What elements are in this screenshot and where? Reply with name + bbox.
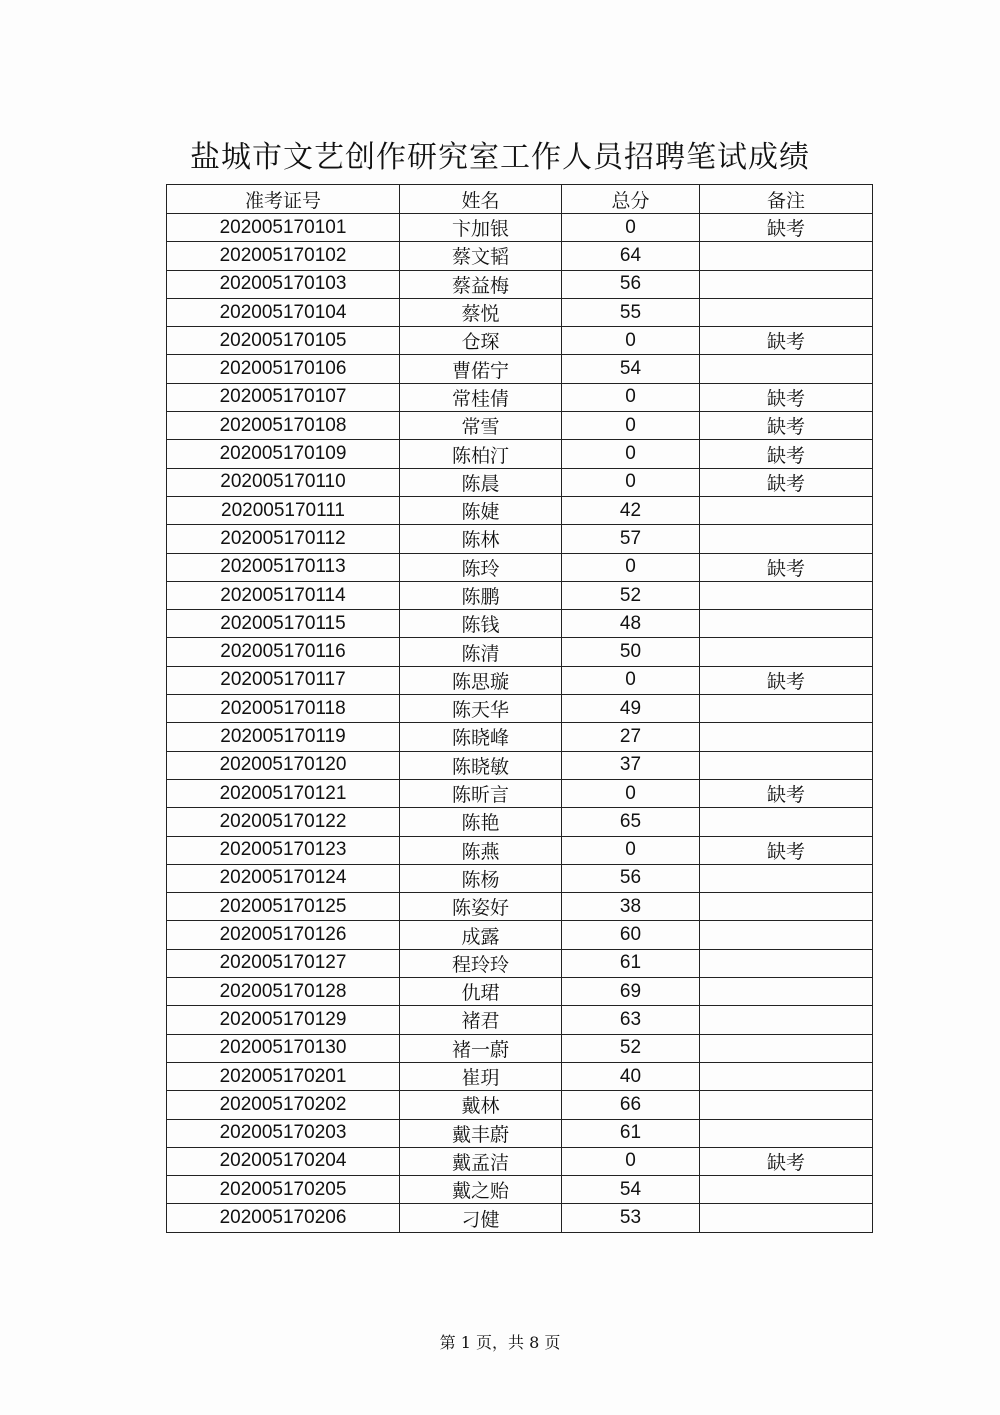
table-row: [167, 581, 873, 609]
cell-total-score: 0: [562, 440, 700, 468]
cell-total-score: 52: [562, 581, 700, 609]
cell-exam-id: 202005170108: [167, 412, 400, 440]
cell-remarks: 缺考: [700, 779, 873, 807]
cell-name: 陈晨: [400, 468, 562, 496]
header-exam-id: 准考证号: [167, 185, 400, 214]
cell-name: 戴丰蔚: [400, 1119, 562, 1147]
cell-exam-id: 202005170126: [167, 921, 400, 949]
cell-name: 仓琛: [400, 327, 562, 355]
table-row: [167, 412, 873, 440]
cell-name: 陈柏汀: [400, 440, 562, 468]
cell-remarks: [700, 1006, 873, 1034]
cell-remarks: [700, 525, 873, 553]
cell-name: 蔡益梅: [400, 270, 562, 298]
cell-exam-id: 202005170128: [167, 978, 400, 1006]
table-row: [167, 525, 873, 553]
table-row: [167, 270, 873, 298]
cell-name: 常雪: [400, 412, 562, 440]
cell-name: 曹偌宁: [400, 355, 562, 383]
table-row: [167, 610, 873, 638]
cell-remarks: [700, 893, 873, 921]
table-row: [167, 864, 873, 892]
cell-remarks: [700, 1062, 873, 1090]
cell-remarks: [700, 949, 873, 977]
cell-name: 蔡悦: [400, 298, 562, 326]
table-row: [167, 921, 873, 949]
table-row: [167, 298, 873, 326]
cell-total-score: 0: [562, 553, 700, 581]
cell-remarks: [700, 1204, 873, 1232]
cell-total-score: 0: [562, 836, 700, 864]
table-row: [167, 468, 873, 496]
table-row: [167, 214, 873, 242]
cell-exam-id: 202005170203: [167, 1119, 400, 1147]
cell-remarks: [700, 751, 873, 779]
table-row: [167, 949, 873, 977]
cell-total-score: 56: [562, 864, 700, 892]
cell-exam-id: 202005170129: [167, 1006, 400, 1034]
cell-total-score: 56: [562, 270, 700, 298]
cell-exam-id: 202005170123: [167, 836, 400, 864]
cell-exam-id: 202005170105: [167, 327, 400, 355]
table-row: [167, 836, 873, 864]
cell-name: 陈晓峰: [400, 723, 562, 751]
cell-name: 褚一蔚: [400, 1034, 562, 1062]
cell-name: 戴之贻: [400, 1176, 562, 1204]
cell-name: 崔玥: [400, 1062, 562, 1090]
cell-remarks: [700, 355, 873, 383]
cell-exam-id: 202005170121: [167, 779, 400, 807]
cell-remarks: [700, 723, 873, 751]
cell-name: 陈姿好: [400, 893, 562, 921]
cell-name: 程玲玲: [400, 949, 562, 977]
cell-total-score: 54: [562, 1176, 700, 1204]
cell-exam-id: 202005170202: [167, 1091, 400, 1119]
table-body: [167, 214, 873, 1233]
cell-remarks: [700, 270, 873, 298]
table-row: [167, 808, 873, 836]
cell-total-score: 57: [562, 525, 700, 553]
cell-remarks: 缺考: [700, 468, 873, 496]
cell-total-score: 0: [562, 327, 700, 355]
cell-name: 陈婕: [400, 496, 562, 524]
cell-name: 戴孟洁: [400, 1147, 562, 1175]
cell-remarks: 缺考: [700, 327, 873, 355]
cell-name: 常桂倩: [400, 383, 562, 411]
table-row: [167, 666, 873, 694]
cell-total-score: 60: [562, 921, 700, 949]
cell-exam-id: 202005170110: [167, 468, 400, 496]
cell-remarks: [700, 610, 873, 638]
cell-total-score: 0: [562, 468, 700, 496]
cell-total-score: 48: [562, 610, 700, 638]
table-header-row: [167, 185, 873, 214]
table-row: [167, 695, 873, 723]
table-row: [167, 893, 873, 921]
header-name: 姓名: [400, 185, 562, 214]
table-row: [167, 638, 873, 666]
table-row: [167, 723, 873, 751]
table-row: [167, 496, 873, 524]
cell-remarks: 缺考: [700, 412, 873, 440]
cell-remarks: [700, 1091, 873, 1119]
table-row: [167, 242, 873, 270]
cell-exam-id: 202005170113: [167, 553, 400, 581]
cell-total-score: 64: [562, 242, 700, 270]
cell-exam-id: 202005170120: [167, 751, 400, 779]
cell-name: 陈清: [400, 638, 562, 666]
cell-exam-id: 202005170106: [167, 355, 400, 383]
cell-name: 褚君: [400, 1006, 562, 1034]
table-row: [167, 751, 873, 779]
cell-exam-id: 202005170114: [167, 581, 400, 609]
table-row: [167, 383, 873, 411]
cell-exam-id: 202005170124: [167, 864, 400, 892]
cell-exam-id: 202005170118: [167, 695, 400, 723]
cell-remarks: 缺考: [700, 440, 873, 468]
cell-exam-id: 202005170206: [167, 1204, 400, 1232]
cell-remarks: [700, 1119, 873, 1147]
cell-name: 陈思璇: [400, 666, 562, 694]
cell-name: 陈鹏: [400, 581, 562, 609]
cell-exam-id: 202005170115: [167, 610, 400, 638]
cell-name: 蔡文韬: [400, 242, 562, 270]
cell-name: 成露: [400, 921, 562, 949]
cell-exam-id: 202005170107: [167, 383, 400, 411]
cell-name: 戴林: [400, 1091, 562, 1119]
cell-total-score: 0: [562, 779, 700, 807]
cell-name: 卞加银: [400, 214, 562, 242]
cell-exam-id: 202005170103: [167, 270, 400, 298]
cell-exam-id: 202005170201: [167, 1062, 400, 1090]
cell-name: 陈艳: [400, 808, 562, 836]
header-total-score: 总分: [562, 185, 700, 214]
table-row: [167, 440, 873, 468]
cell-remarks: 缺考: [700, 383, 873, 411]
table-row: [167, 553, 873, 581]
cell-remarks: 缺考: [700, 836, 873, 864]
cell-name: 陈天华: [400, 695, 562, 723]
cell-exam-id: 202005170127: [167, 949, 400, 977]
cell-total-score: 55: [562, 298, 700, 326]
cell-total-score: 61: [562, 1119, 700, 1147]
cell-remarks: [700, 808, 873, 836]
cell-exam-id: 202005170111: [167, 496, 400, 524]
cell-exam-id: 202005170112: [167, 525, 400, 553]
cell-remarks: [700, 298, 873, 326]
cell-exam-id: 202005170122: [167, 808, 400, 836]
cell-total-score: 42: [562, 496, 700, 524]
cell-total-score: 52: [562, 1034, 700, 1062]
table-row: [167, 978, 873, 1006]
cell-exam-id: 202005170119: [167, 723, 400, 751]
cell-exam-id: 202005170104: [167, 298, 400, 326]
cell-remarks: 缺考: [700, 553, 873, 581]
cell-name: 陈玲: [400, 553, 562, 581]
page-footer: 第 1 页，共 8 页: [439, 1333, 561, 1352]
cell-total-score: 61: [562, 949, 700, 977]
cell-remarks: [700, 1034, 873, 1062]
cell-total-score: 27: [562, 723, 700, 751]
cell-total-score: 0: [562, 412, 700, 440]
cell-total-score: 53: [562, 1204, 700, 1232]
cell-remarks: [700, 581, 873, 609]
table-row: [167, 1176, 873, 1204]
table-row: [167, 1006, 873, 1034]
cell-remarks: [700, 638, 873, 666]
cell-total-score: 38: [562, 893, 700, 921]
cell-total-score: 40: [562, 1062, 700, 1090]
cell-remarks: [700, 1176, 873, 1204]
scores-table: [166, 184, 873, 1233]
cell-total-score: 66: [562, 1091, 700, 1119]
table-row: [167, 1091, 873, 1119]
table-row: [167, 1147, 873, 1175]
cell-remarks: [700, 496, 873, 524]
cell-total-score: 49: [562, 695, 700, 723]
cell-total-score: 50: [562, 638, 700, 666]
cell-exam-id: 202005170109: [167, 440, 400, 468]
cell-total-score: 63: [562, 1006, 700, 1034]
table-row: [167, 327, 873, 355]
cell-total-score: 0: [562, 214, 700, 242]
cell-remarks: [700, 242, 873, 270]
cell-exam-id: 202005170117: [167, 666, 400, 694]
table-row: [167, 355, 873, 383]
cell-remarks: [700, 864, 873, 892]
cell-name: 陈昕言: [400, 779, 562, 807]
cell-name: 仇珺: [400, 978, 562, 1006]
cell-name: 刁健: [400, 1204, 562, 1232]
cell-total-score: 37: [562, 751, 700, 779]
cell-total-score: 54: [562, 355, 700, 383]
table-row: [167, 779, 873, 807]
cell-remarks: [700, 921, 873, 949]
cell-remarks: [700, 695, 873, 723]
cell-remarks: 缺考: [700, 666, 873, 694]
cell-remarks: [700, 978, 873, 1006]
cell-total-score: 0: [562, 666, 700, 694]
cell-name: 陈晓敏: [400, 751, 562, 779]
cell-exam-id: 202005170116: [167, 638, 400, 666]
table-row: [167, 1204, 873, 1232]
cell-total-score: 0: [562, 1147, 700, 1175]
cell-exam-id: 202005170130: [167, 1034, 400, 1062]
header-remarks: 备注: [700, 185, 873, 214]
cell-remarks: 缺考: [700, 1147, 873, 1175]
cell-total-score: 0: [562, 383, 700, 411]
cell-name: 陈燕: [400, 836, 562, 864]
cell-exam-id: 202005170101: [167, 214, 400, 242]
table-row: [167, 1062, 873, 1090]
cell-total-score: 69: [562, 978, 700, 1006]
table-row: [167, 1034, 873, 1062]
table-row: [167, 1119, 873, 1147]
cell-exam-id: 202005170102: [167, 242, 400, 270]
cell-exam-id: 202005170204: [167, 1147, 400, 1175]
cell-name: 陈林: [400, 525, 562, 553]
cell-total-score: 65: [562, 808, 700, 836]
cell-name: 陈杨: [400, 864, 562, 892]
cell-exam-id: 202005170125: [167, 893, 400, 921]
cell-remarks: 缺考: [700, 214, 873, 242]
cell-exam-id: 202005170205: [167, 1176, 400, 1204]
cell-name: 陈钱: [400, 610, 562, 638]
document-title: 盐城市文艺创作研究室工作人员招聘笔试成绩: [190, 140, 810, 175]
